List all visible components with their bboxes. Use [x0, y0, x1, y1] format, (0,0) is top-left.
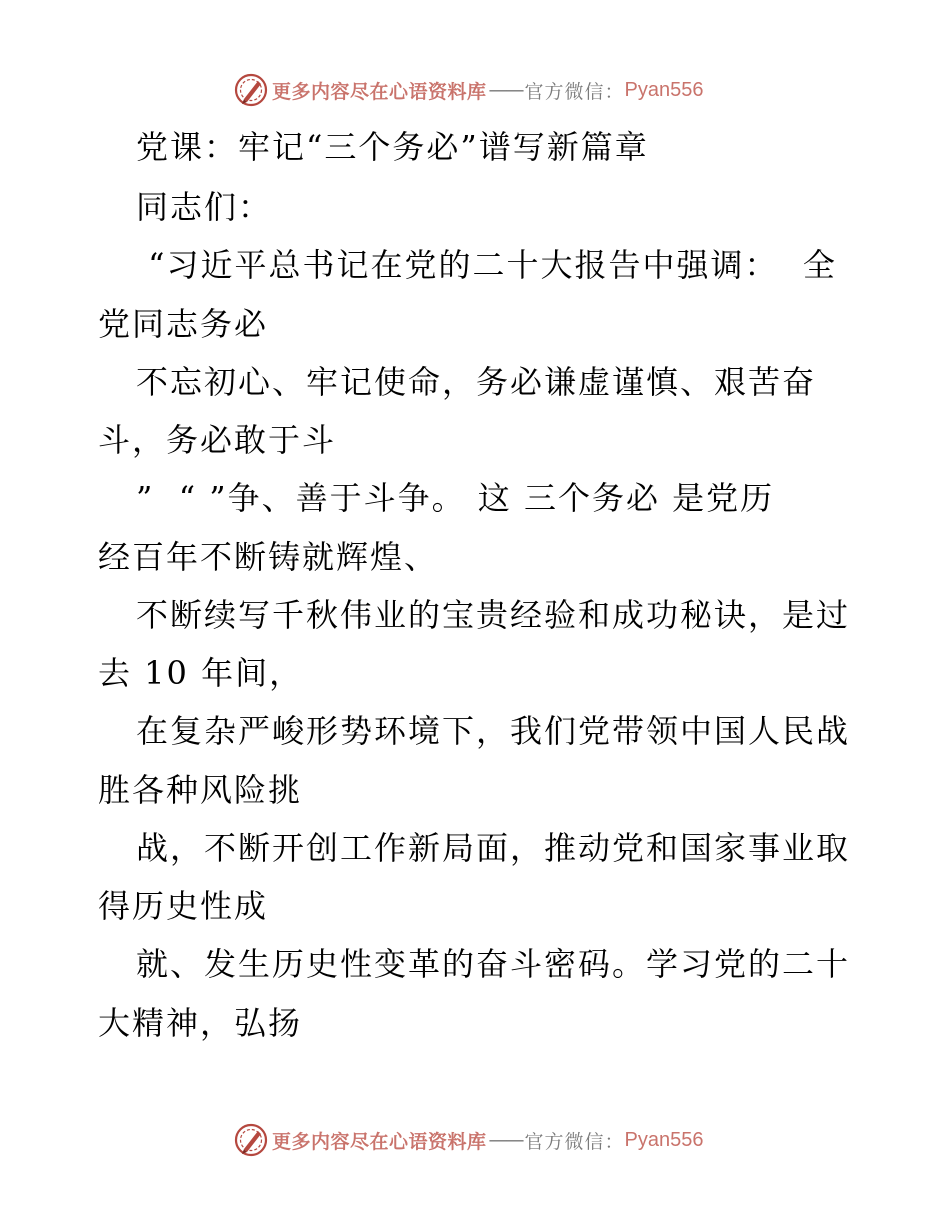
watermark-banner-bottom [234, 1123, 704, 1157]
paragraph-line: 战，不断开创工作新局面，推动党和国家事业取 [136, 829, 851, 867]
pen-logo-icon [234, 73, 268, 107]
paragraph-line: 去 10 年间， [98, 654, 304, 692]
watermark-official-label: 官方微信： [524, 1130, 625, 1153]
paragraph-line: 胜各种风险挑 [98, 771, 303, 809]
watermark-banner-top [234, 73, 704, 107]
watermark-wechat-id: Pyan556 [624, 78, 704, 101]
pen-logo-icon [234, 1123, 268, 1157]
document-title: 党课：牢记“三个务必”谱写新篇章 [136, 128, 649, 166]
paragraph-line: 大精神，弘扬 [98, 1004, 303, 1042]
paragraph-line: ” “ ”争、善于斗争。 这 三个务必 是党历 [136, 479, 775, 517]
paragraph-line: 不断续写千秋伟业的宝贵经验和成功秘诀，是过 [136, 596, 851, 634]
watermark-dash: —— [488, 79, 523, 101]
watermark-main-text: 更多内容尽在心语资料库 [272, 80, 487, 103]
watermark-official-label: 官方微信： [524, 80, 625, 103]
paragraph-line: 斗，务必敢于斗 [98, 421, 337, 459]
greeting: 同志们： [136, 188, 273, 226]
paragraph-line: “习近平总书记在党的二十大报告中强调： 全 [136, 246, 837, 284]
paragraph-line: 就、发生历史性变革的奋斗密码。学习党的二十 [136, 945, 851, 983]
paragraph-line: 在复杂严峻形势环境下，我们党带领中国人民战 [136, 712, 851, 750]
paragraph-line: 得历史性成 [98, 887, 269, 925]
watermark-main-text: 更多内容尽在心语资料库 [272, 1130, 487, 1153]
watermark-dash: —— [488, 1129, 523, 1151]
paragraph-line: 经百年不断铸就辉煌、 [98, 538, 439, 576]
watermark-wechat-id: Pyan556 [624, 1128, 704, 1151]
paragraph-line: 不忘初心、牢记使命，务必谦虚谨慎、艰苦奋 [136, 363, 817, 401]
paragraph-line: 党同志务必 [98, 305, 269, 343]
